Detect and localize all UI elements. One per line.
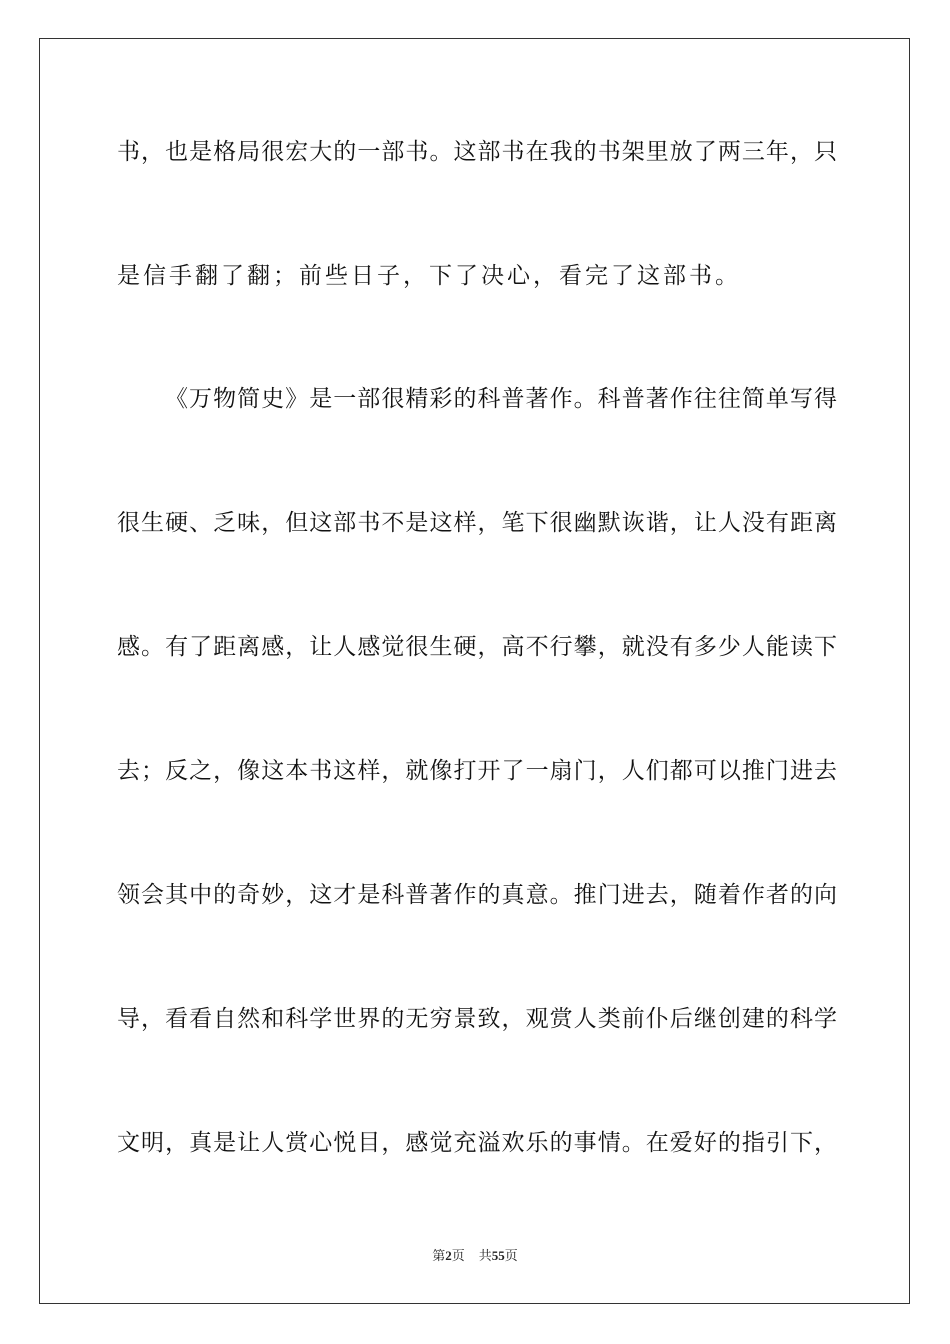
body-line-9: 文明，真是让人赏心悦目，感觉充溢欢乐的事情。在爱好的指引下，: [117, 1130, 837, 1156]
total-suffix: 页: [504, 1249, 518, 1264]
page-number: 2: [445, 1248, 452, 1263]
page-footer: [0, 1247, 950, 1266]
body-line-4: 很生硬、乏味，但这部书不是这样，笔下很幽默诙谐，让人没有距离: [117, 510, 837, 536]
total-prefix: 共: [478, 1249, 492, 1264]
page-suffix: 页: [451, 1249, 465, 1264]
body-line-5: 感。有了距离感，让人感觉很生硬，高不行攀，就没有多少人能读下: [117, 634, 837, 660]
page-prefix: 第: [432, 1249, 446, 1264]
body-line-6: 去；反之，像这本书这样，就像打开了一扇门，人们都可以推门进去: [117, 758, 837, 784]
body-line-2: 是信手翻了翻；前些日子，下了决心，看完了这部书。: [117, 263, 741, 289]
page-border: [39, 38, 910, 1304]
body-line-3: 《万物简史》是一部很精彩的科普著作。科普著作往往简单写得: [165, 386, 837, 412]
body-line-1: 书，也是格局很宏大的一部书。这部书在我的书架里放了两三年，只: [117, 139, 837, 165]
total-pages: 55: [491, 1248, 505, 1263]
body-line-7: 领会其中的奇妙，这才是科普著作的真意。推门进去，随着作者的向: [117, 882, 837, 908]
body-line-8: 导，看看自然和科学世界的无穷景致，观赏人类前仆后继创建的科学: [117, 1006, 837, 1032]
